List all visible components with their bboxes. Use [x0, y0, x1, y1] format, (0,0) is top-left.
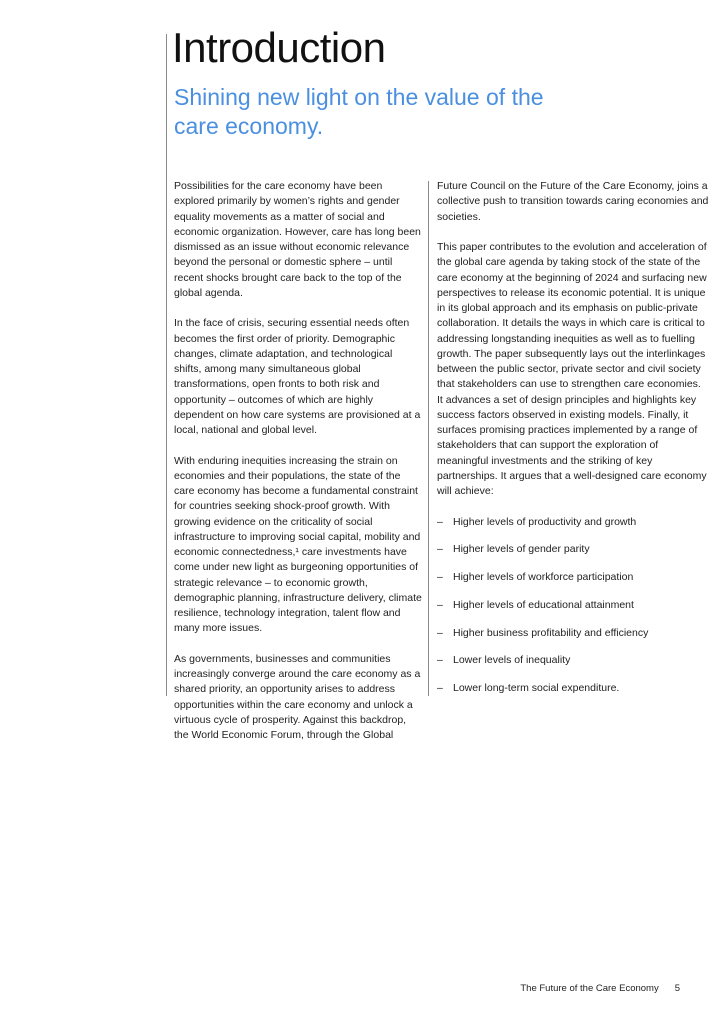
dash-bullet: – — [437, 654, 443, 667]
dash-bullet: – — [437, 515, 443, 528]
body-paragraph: Possibilities for the care economy have been explored primarily by women’s rights and gender equality movements as a matter of social and economic organization. However, care has long been dismissed as an issue without economic relevance beyond the personal or domestic sphere – until recent shocks brought care back to the top of the global agenda. — [174, 180, 421, 299]
body-paragraph: With enduring inequities increasing the strain on economies and their populations, the state of the care economy has become a fundamental constraint for countries seeking shock-proof growth. With growing evidence on the criticality of social infrastructure to improving social capital, mobility and economic connectedness,¹ care investments have come under new light as burgeoning opportunities of strategic relevance – to economic growth, demographic planning, infrastructure delivery, climate resilience, technology integration, talent flow and many more issues. — [174, 454, 422, 635]
body-paragraph: Future Council on the Future of the Care Economy, joins a collective push to transition towards caring economies and societies. — [437, 180, 709, 223]
title-rule — [166, 34, 167, 696]
list-item: – Lower long-term social expenditure. — [437, 681, 709, 696]
list-item: – Higher business profitability and efficiency — [437, 626, 709, 641]
left-column — [174, 179, 422, 759]
dash-bullet: – — [437, 571, 443, 583]
dash-bullet: – — [437, 682, 443, 694]
list-item: – Higher levels of productivity and growth — [437, 515, 709, 530]
dash-bullet: – — [437, 543, 443, 556]
list-item: – Lower levels of inequality — [437, 653, 709, 668]
list-item: – Higher levels of workforce participation — [437, 570, 709, 585]
outcomes-list — [437, 515, 709, 697]
body-paragraph: In the face of crisis, securing essential needs often becomes the first order of priority. Demographic changes, climate adaptation, and technological shifts, among many simultaneous global transformations, open fronts to both risk and opportunity – outcomes of which are highly dependent on how care systems are provisioned at a local, national and global level. — [174, 317, 421, 436]
publication-title: The Future of the Care Economy — [520, 983, 659, 994]
page-title: Introduction — [172, 24, 386, 71]
dash-bullet: – — [437, 626, 443, 639]
dash-bullet: – — [437, 598, 443, 611]
right-column — [437, 179, 709, 709]
list-item: – Higher levels of educational attainment — [437, 598, 709, 613]
page-number: 5 — [674, 983, 680, 994]
column-rule — [428, 181, 429, 696]
body-paragraph: This paper contributes to the evolution and acceleration of the global care agenda by taking stock of the state of the care economy at the beginning of 2024 and surfacing new perspectives to release its economic potential. It is unique in its global approach and its emphasis on public-private collaboration. It details the ways in which care is critical to addressing longstanding inequities as well as to fuelling growth. The paper subsequently lays out the interlinkages between the public sector, private sector and civil society that stakeholders can use to strengthen care economies. It advances a set of design principles and highlights key success factors observed in existing models. Finally, it surfaces promising practices implemented by a range of stakeholders that can support the exploration of meaningful investments and the striking of key partnerships. It argues that a well-designed care economy will achieve: — [437, 241, 707, 497]
body-paragraph: As governments, businesses and communities increasingly converge around the care economy as a shared priority, an opportunity arises to address opportunities within the care economy and unlock a virtuous cycle of prosperity. Against this backdrop, the World Economic Forum, through the Global — [174, 652, 421, 741]
page-subtitle: Shining new light on the value of the care economy. — [174, 84, 544, 139]
list-item: – Higher levels of gender parity — [437, 542, 709, 557]
page-footer — [520, 983, 680, 994]
